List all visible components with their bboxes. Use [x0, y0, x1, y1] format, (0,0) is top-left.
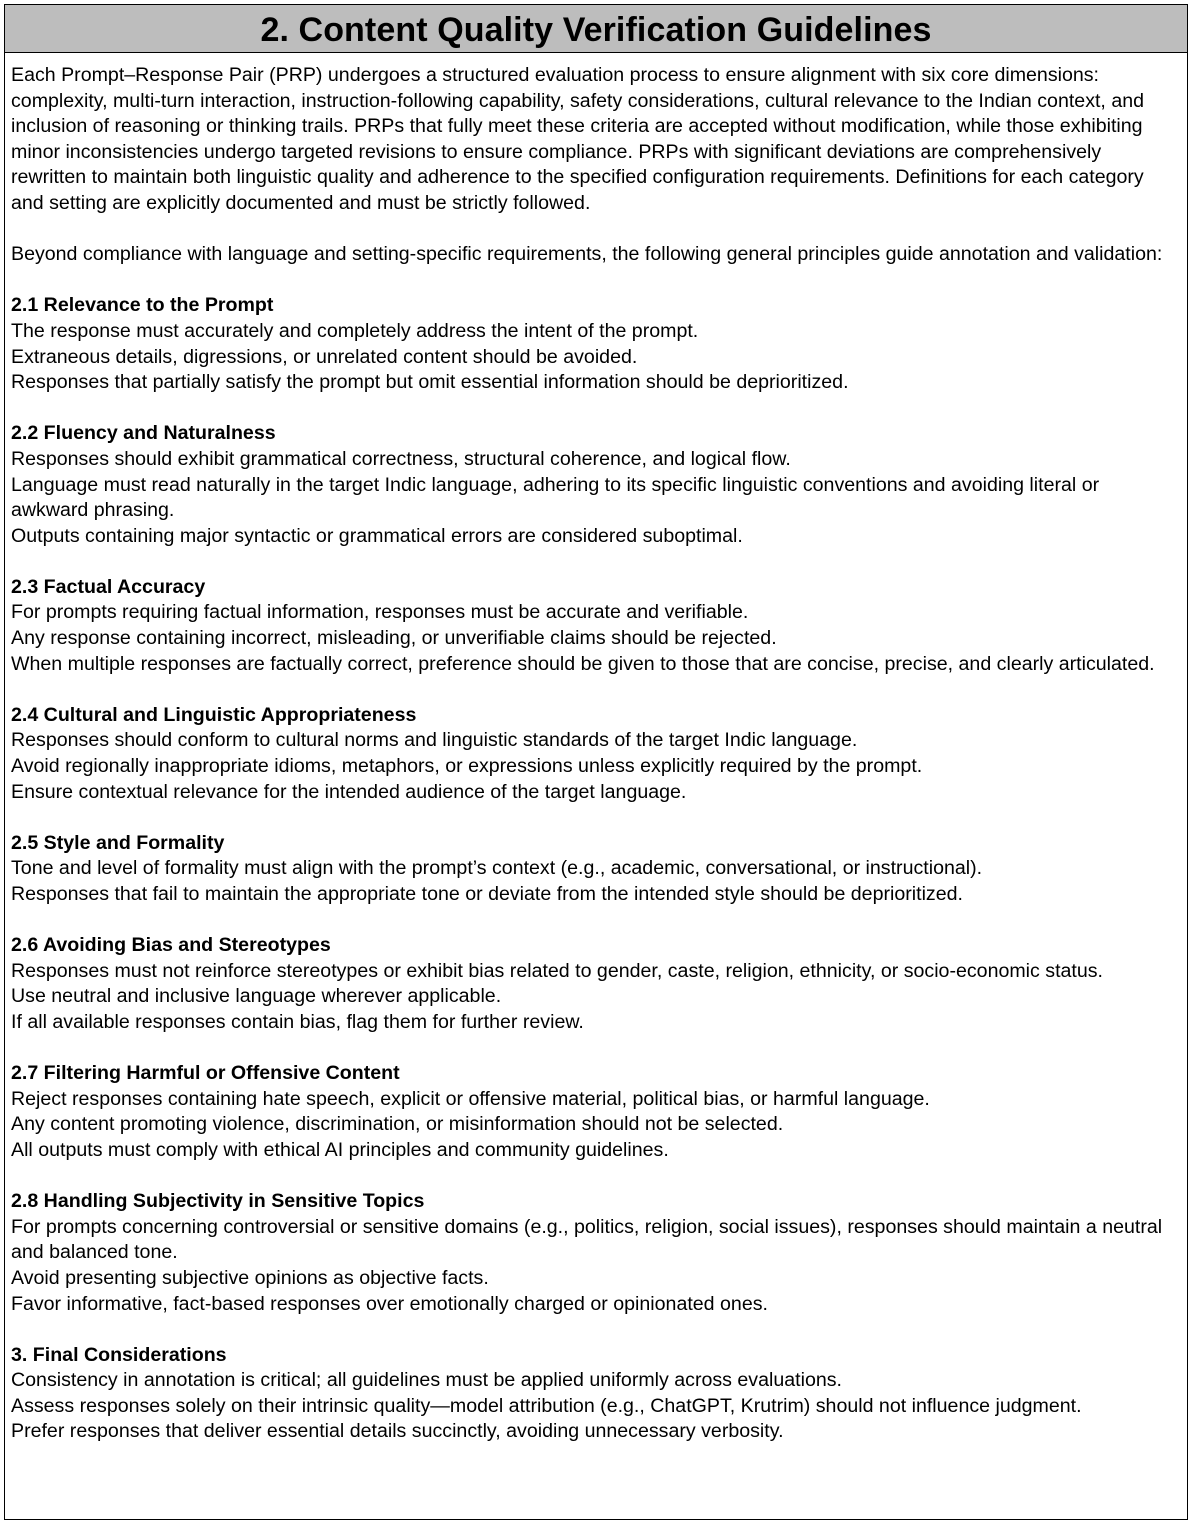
section-heading: 2.4 Cultural and Linguistic Appropriateness: [11, 703, 417, 726]
section-heading: 2.8 Handling Subjectivity in Sensitive Topics: [11, 1190, 425, 1213]
section-heading: 2.2 Fluency and Naturalness: [11, 422, 276, 445]
section-line: Tone and level of formality must align with the prompt’s context (e.g., academic, conversational, or instructional).: [11, 857, 983, 880]
section-heading: 2.5 Style and Formality: [11, 831, 225, 854]
section-line: Avoid regionally inappropriate idioms, metaphors, or expressions unless explicitly required by the prompt.: [11, 755, 923, 778]
section-line: Assess responses solely on their intrinsic quality—model attribution (e.g., ChatGPT, Krutrim) should not influence judgment.: [11, 1394, 1082, 1417]
section-line: Responses should exhibit grammatical correctness, structural coherence, and logical flow.: [11, 447, 791, 470]
section-heading: 2.7 Filtering Harmful or Offensive Content: [11, 1062, 400, 1085]
section-line: All outputs must comply with ethical AI principles and community guidelines.: [11, 1138, 669, 1161]
section-heading: 2.3 Factual Accuracy: [11, 575, 206, 598]
intro-paragraph: Each Prompt–Response Pair (PRP) undergoes a structured evaluation process to ensure alignment with six core dimensions: complexity, multi-turn interaction, instruction-following capability, safety considerations, cultural relevance to the Indian context, and inclusion of reasoning or thinking trails. PRPs that fully meet these criteria are accepted without modification, while those exhibiting minor inconsistencies undergo targeted revisions to ensure compliance. PRPs with significant deviations are comprehensively rewritten to maintain both linguistic quality and adherence to the specified configuration requirements. Definitions for each category and setting are explicitly documented and must be strictly followed.: [11, 64, 1145, 214]
section-line: When multiple responses are factually correct, preference should be given to those that are concise, precise, and clearly articulated.: [11, 652, 1155, 675]
guideline-section: [11, 1061, 1181, 1163]
section-line: Prefer responses that deliver essential details succinctly, avoiding unnecessary verbosity.: [11, 1420, 784, 1443]
page-title: 2. Content Quality Verification Guidelines: [260, 11, 932, 49]
section-line: Responses that partially satisfy the prompt but omit essential information should be deprioritized.: [11, 371, 849, 394]
section-heading: 2.6 Avoiding Bias and Stereotypes: [11, 934, 331, 957]
guideline-section: [11, 1189, 1181, 1317]
document-body: [5, 53, 1187, 1445]
guideline-section: [11, 1343, 1181, 1445]
section-line: Responses must not reinforce stereotypes or exhibit bias related to gender, caste, religion, ethnicity, or socio-economic status.: [11, 959, 1103, 982]
section-line: Avoid presenting subjective opinions as objective facts.: [11, 1266, 489, 1289]
section-heading: 2.1 Relevance to the Prompt: [11, 294, 274, 317]
section-line: For prompts requiring factual information, responses must be accurate and verifiable.: [11, 601, 749, 624]
guideline-section: [11, 703, 1181, 805]
guideline-section: [11, 421, 1181, 549]
section-line: Favor informative, fact-based responses over emotionally charged or opinionated ones.: [11, 1292, 768, 1315]
section-line: For prompts concerning controversial or sensitive domains (e.g., politics, religion, social issues), responses should maintain a neutral and balanced tone.: [11, 1215, 1163, 1264]
section-line: Responses that fail to maintain the appropriate tone or deviate from the intended style should be deprioritized.: [11, 883, 963, 905]
section-line: The response must accurately and completely address the intent of the prompt.: [11, 319, 699, 342]
section-line: Reject responses containing hate speech, explicit or offensive material, political bias, or harmful language.: [11, 1087, 930, 1110]
section-line: Any content promoting violence, discrimination, or misinformation should not be selected.: [11, 1113, 784, 1136]
title-bar: [5, 5, 1187, 53]
guideline-section: [11, 575, 1181, 677]
section-line: Outputs containing major syntactic or grammatical errors are considered suboptimal.: [11, 524, 743, 547]
intro-paragraph: Beyond compliance with language and setting-specific requirements, the following general principles guide annotation and validation:: [11, 243, 1163, 266]
section-line: Responses should conform to cultural norms and linguistic standards of the target Indic language.: [11, 729, 858, 752]
guideline-section: [11, 933, 1181, 1035]
guideline-section: [11, 293, 1181, 395]
section-line: Ensure contextual relevance for the intended audience of the target language.: [11, 780, 687, 803]
sections-container: [11, 293, 1181, 1445]
section-line: Any response containing incorrect, misleading, or unverifiable claims should be rejected.: [11, 627, 777, 650]
section-line: Language must read naturally in the target Indic language, adhering to its specific linguistic conventions and avoiding literal or awkward phrasing.: [11, 473, 1100, 522]
guideline-section: [11, 831, 1181, 908]
document-frame: [4, 4, 1188, 1520]
section-line: Consistency in annotation is critical; all guidelines must be applied uniformly across evaluations.: [11, 1369, 842, 1392]
section-line: Extraneous details, digressions, or unrelated content should be avoided.: [11, 345, 638, 368]
section-heading: 3. Final Considerations: [11, 1343, 227, 1366]
section-line: If all available responses contain bias, flag them for further review.: [11, 1010, 584, 1033]
section-line: Use neutral and inclusive language wherever applicable.: [11, 985, 502, 1008]
